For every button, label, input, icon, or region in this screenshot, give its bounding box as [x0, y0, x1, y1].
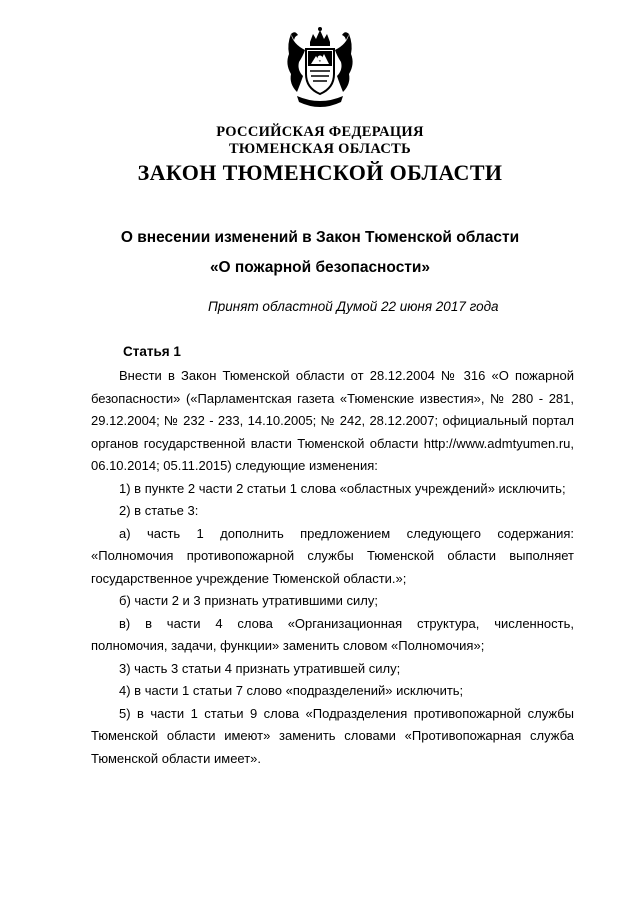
article-heading: Статья 1 — [123, 344, 181, 359]
article-paragraph: 5) в части 1 статьи 9 слова «Подразделения противопожарной службы Тюменской области имеют» заменить словами «Противопожарная служба Тюменской области имеет». — [91, 705, 574, 766]
article-paragraph: Внести в Закон Тюменской области от 28.12.2004 № 316 «О пожарной безопасности» («Парламентская газета «Тюменские известия», № 280 - 281, 29.12.2004; № 232 - 233, 14.10.2005; № 242, 28.12.2007; официальный портал органов государственной власти Тюменской области http://www.admtyumen.ru, 06.10.2014; 05.11.2015) следующие изменения: — [91, 368, 574, 473]
article-paragraph: 4) в части 1 статьи 7 слово «подразделений» исключить; — [119, 683, 464, 698]
article-paragraph: в) в части 4 слова «Организационная структура, численность, полномочия, задачи, функции» заменить словом «Полномочия»; — [91, 615, 574, 653]
header-country: РОССИЙСКАЯ ФЕДЕРАЦИЯ — [216, 124, 424, 140]
header-region: ТЮМЕНСКАЯ ОБЛАСТЬ — [228, 141, 412, 157]
coat-of-arms-icon — [283, 26, 357, 112]
article-paragraph: 3) часть 3 статьи 4 признать утратившей силу; — [119, 660, 401, 676]
article-paragraph: б) части 2 и 3 признать утратившими силу; — [119, 593, 378, 608]
law-title-line-1: О внесении изменений в Закон Тюменской области — [120, 229, 520, 246]
law-title-line-2: «О пожарной безопасности» — [209, 259, 431, 276]
article-body — [91, 365, 574, 770]
article-paragraph: 2) в статье 3: — [119, 503, 199, 518]
article-paragraph: 1) в пункте 2 части 2 статьи 1 слова «областных учреждений» исключить; — [119, 480, 566, 496]
document-type: ЗАКОН ТЮМЕНСКОЙ ОБЛАСТИ — [137, 160, 503, 185]
article-paragraph: а) часть 1 дополнить предложением следующего содержания: «Полномочия противопожарной службы Тюменской области выполняет государственное учреждение Тюменской области.»; — [91, 525, 574, 586]
adoption-date: Принят областной Думой 22 июня 2017 года — [208, 299, 499, 314]
